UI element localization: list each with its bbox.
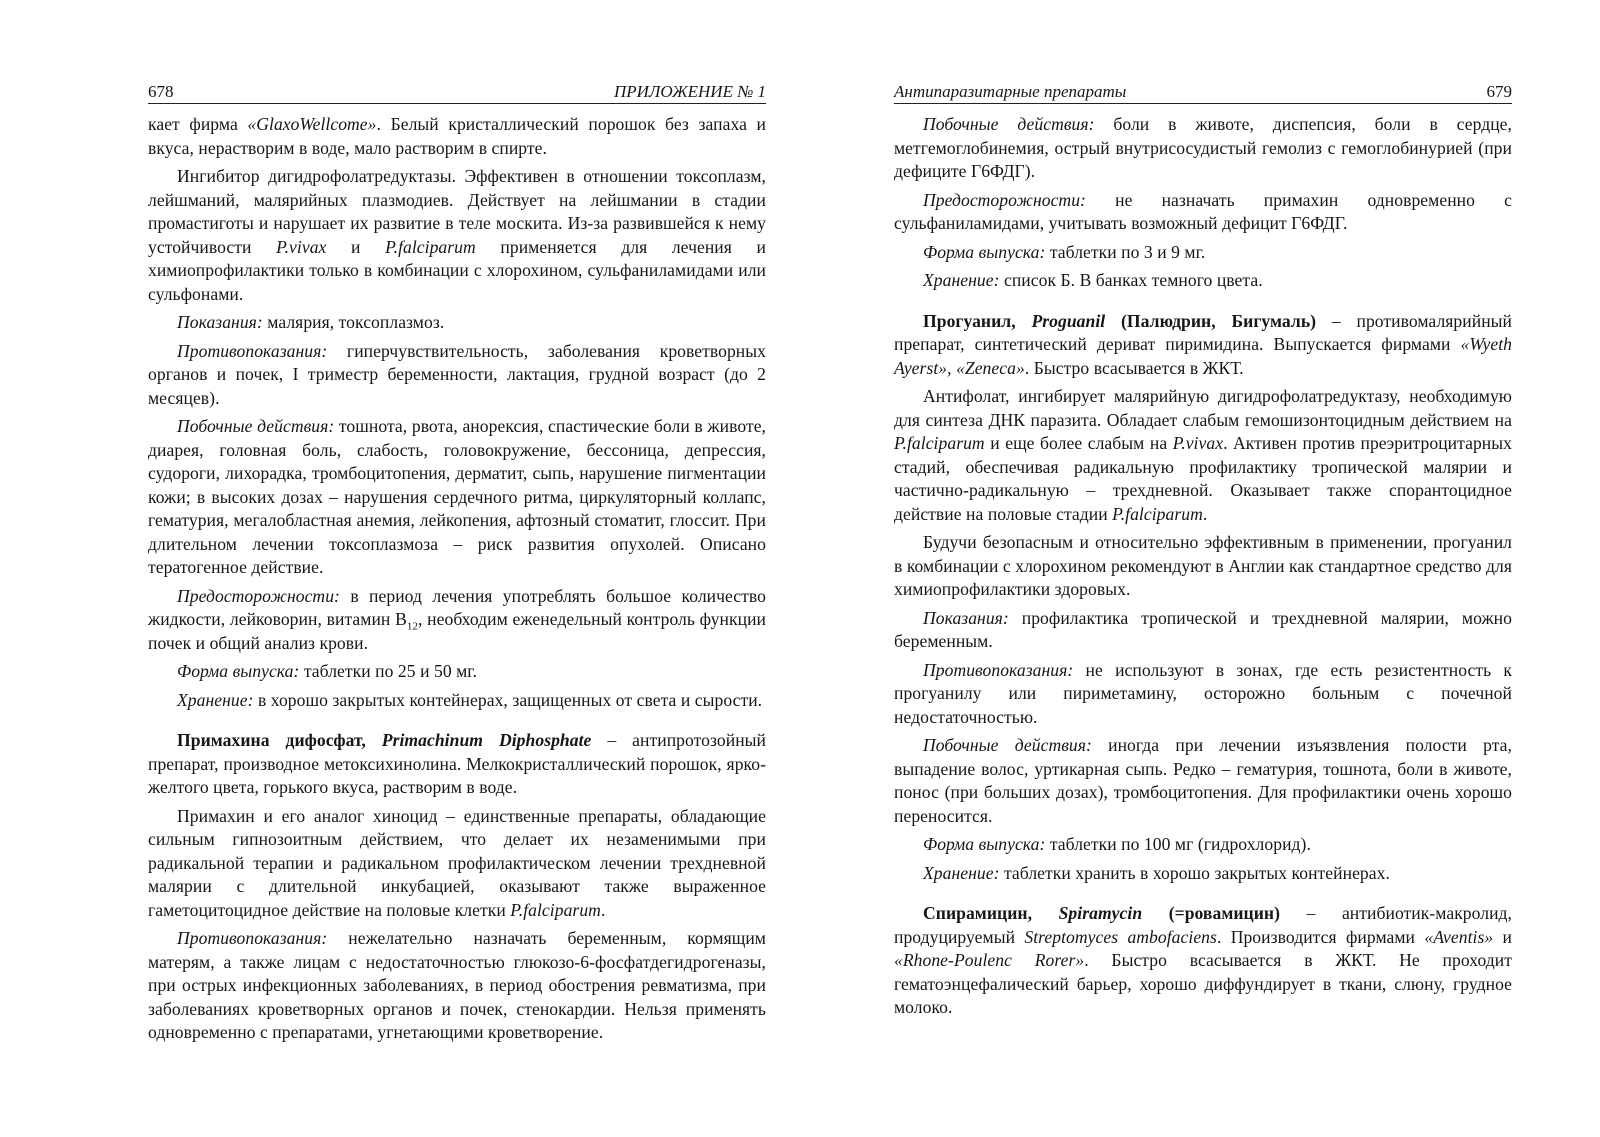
left-indications: Показания: малярия, токсоплазмоз.	[177, 312, 445, 332]
right-storage: Хранение: список Б. В банках темного цвета.	[923, 270, 1263, 290]
right-precautions: Предосторожности: не назначать примахин одновременно с сульфаниламидами, учитывать возможный дефицит Г6ФДГ.	[894, 189, 1512, 233]
right-release-form: Форма выпуска: таблетки по 3 и 9 мг.	[923, 241, 1206, 262]
section-label: Побочные действия:	[177, 416, 335, 436]
left-paragraph-1: кает фирма «GlaxoWellcome». Белый кристаллический порошок без запаха и вкуса, нерастворим в воде, мало растворим в спирте.	[148, 114, 766, 158]
section-label: Показания:	[923, 607, 1009, 628]
section-label: Форма выпуска:	[923, 241, 1046, 262]
section-label: Форма выпуска:	[177, 661, 300, 681]
section-label: Побочные действия:	[923, 114, 1095, 134]
left-storage: Хранение: в хорошо закрытых контейнерах, защищенных от света и сырости.	[177, 689, 763, 710]
section-label: Предосторожности:	[923, 189, 1086, 210]
right-indications: Показания: профилактика тропической и трехдневной малярии, можно беременным.	[894, 607, 1512, 651]
section-label: Хранение:	[177, 689, 254, 710]
right-proguanil-usage: Будучи безопасным и относительно эффективным в применении, прогуанил в комбинации с хлорохином рекомендуют в Англии как стандартное средство для химиопрофилактики здоровых.	[894, 532, 1512, 599]
section-label: Показания:	[177, 312, 263, 332]
section-label: Форма выпуска:	[923, 834, 1046, 854]
left-page	[148, 82, 766, 1045]
proguanil-entry-heading: Прогуанил, Proguanil (Палюдрин, Бигумаль) – противомалярийный препарат, синтетический дериват пиримидина. Выпускается фирмами «Wyeth Ayerst», «Zeneca». Быстро всасывается в ЖКТ.	[894, 310, 1512, 378]
right-running-head	[894, 82, 1512, 104]
left-paragraph-primaquine-description: Примахин и его аналог хиноцид – единственные препараты, обладающие сильным гипнозоитным действием, что делает их незаменимыми при радикальной терапии и радикальном профилактическом лечении трехдневной малярии с длительной инкубацией, оказывают также выраженное гаметоцитоцидное действие на половые клетки P.falciparum.	[148, 805, 766, 920]
left-page-number: 678	[148, 82, 174, 101]
left-paragraph-2: Ингибитор дигидрофолатредуктазы. Эффективен в отношении токсоплазм, лейшманий, малярийных плазмодиев. Действует на лейшмании в стадии промастиготы и нарушает их развитие в теле москита. Из-за развившейся к нему устойчивости P.vivax и P.falciparum применяется для лечения и химиопрофилактики только в комбинации с хлорохином, сульфаниламидами или сульфонами.	[148, 166, 766, 304]
left-running-title: ПРИЛОЖЕНИЕ № 1	[613, 82, 766, 101]
left-side-effects: Побочные действия: тошнота, рвота, анорексия, спастические боли в животе, диарея, головная боль, слабость, головокружение, бессоница, депрессия, судороги, лихорадка, тромбоцитопения, дерматит, сыпь, нарушение пигментации кожи; в высоких дозах – нарушения сердечного ритма, циркуляторный коллапс, гематурия, мегалобластная анемия, лейкопения, афтозный стоматит, глоссит. При длительном лечении токсоплазмоза – риск развития опухолей. Описано тератогенное действие.	[148, 416, 766, 577]
section-label: Хранение:	[923, 862, 1000, 883]
right-page	[894, 82, 1512, 1020]
left-precautions: Предосторожности: в период лечения употреблять большое количество жидкости, лейковорин, витамин $B_{12}$, необходим еженедельный контроль функции почек и общий анализ крови.	[148, 585, 766, 653]
right-side-effects: Побочные действия: боли в животе, диспепсия, боли в сердце, метгемоглобинемия, острый внутрисосудистый гемолиз с гемоглобинурией (при дефиците Г6ФДГ).	[894, 114, 1512, 181]
right-page-number: 679	[1486, 82, 1512, 101]
left-primaquine-contraindications: Противопоказания: нежелательно назначать беременным, кормящим матерям, а также лицам с недостаточностью глюкозо-6-фосфатдегидрогеназы, при острых инфекционных заболеваниях, в период обострения ревматизма, при заболеваниях кроветворных органов и почек, стенокардии. Нельзя применять одновременно с препаратами, угнетающими кроветворение.	[148, 928, 766, 1042]
spiramycin-entry-heading: Спирамицин, Spiramycin (=ровамицин) – антибиотик-макролид, продуцируемый Streptomyces ambofaciens. Производится фирмами «Aventis» и «Rhone-Poulenc Rorer». Быстро всасывается в ЖКТ. Не проходит гематоэнцефалический барьер, хорошо диффундирует в ткани, слюну, грудное молоко.	[894, 903, 1512, 1017]
right-proguanil-release-form: Форма выпуска: таблетки по 100 мг (гидрохлорид).	[923, 834, 1311, 854]
left-release-form: Форма выпуска: таблетки по 25 и 50 мг.	[177, 661, 478, 681]
right-proguanil-storage: Хранение: таблетки хранить в хорошо закрытых контейнерах.	[923, 862, 1390, 883]
section-label: Побочные действия:	[923, 735, 1092, 755]
right-proguanil-mechanism: Антифолат, ингибирует малярийную дигидрофолатредуктазу, необходимую для синтеза ДНК паразита. Обладает слабым гемошизонтоцидным действием на P.falciparum и еще более слабым на P.vivax. Активен против преэритроцитарных стадий, обеспечивая радикальную профилактику тропической малярии и частично-радикальную – трехдневной. Оказывает также спорантоцидное действие на половые стадии P.falciparum.	[894, 386, 1512, 524]
right-contraindications: Противопоказания: не используют в зонах, где есть резистентность к прогуанилу или пириметамину, осторожно больным с почечной недостаточностью.	[894, 659, 1512, 727]
primaquine-entry-heading: Примахина дифосфат, Primachinum Diphosphate – антипротозойный препарат, производное метоксихинолина. Мелкокристаллический порошок, ярко-желтого цвета, горького вкуса, растворим в воде.	[148, 730, 766, 797]
section-label: Противопоказания:	[923, 659, 1074, 680]
right-running-title: Антипаразитарные препараты	[894, 82, 1127, 101]
section-label: Противопоказания:	[177, 340, 328, 361]
right-proguanil-side-effects: Побочные действия: иногда при лечении изъязвления полости рта, выпадение волос, уртикарная сыпь. Редко – гематурия, тошнота, боли в животе, понос (при больших дозах), тромбоцитопения. Для профилактики очень хорошо переносится.	[894, 735, 1512, 826]
left-contraindications: Противопоказания: гиперчувствительность, заболевания кроветворных органов и почек, I триместр беременности, лактация, грудной возраст (до 2 месяцев).	[148, 340, 766, 408]
section-label: Предосторожности:	[177, 585, 340, 606]
left-running-head	[148, 82, 766, 104]
section-label: Противопоказания:	[177, 928, 328, 948]
section-label: Хранение:	[923, 270, 1000, 290]
